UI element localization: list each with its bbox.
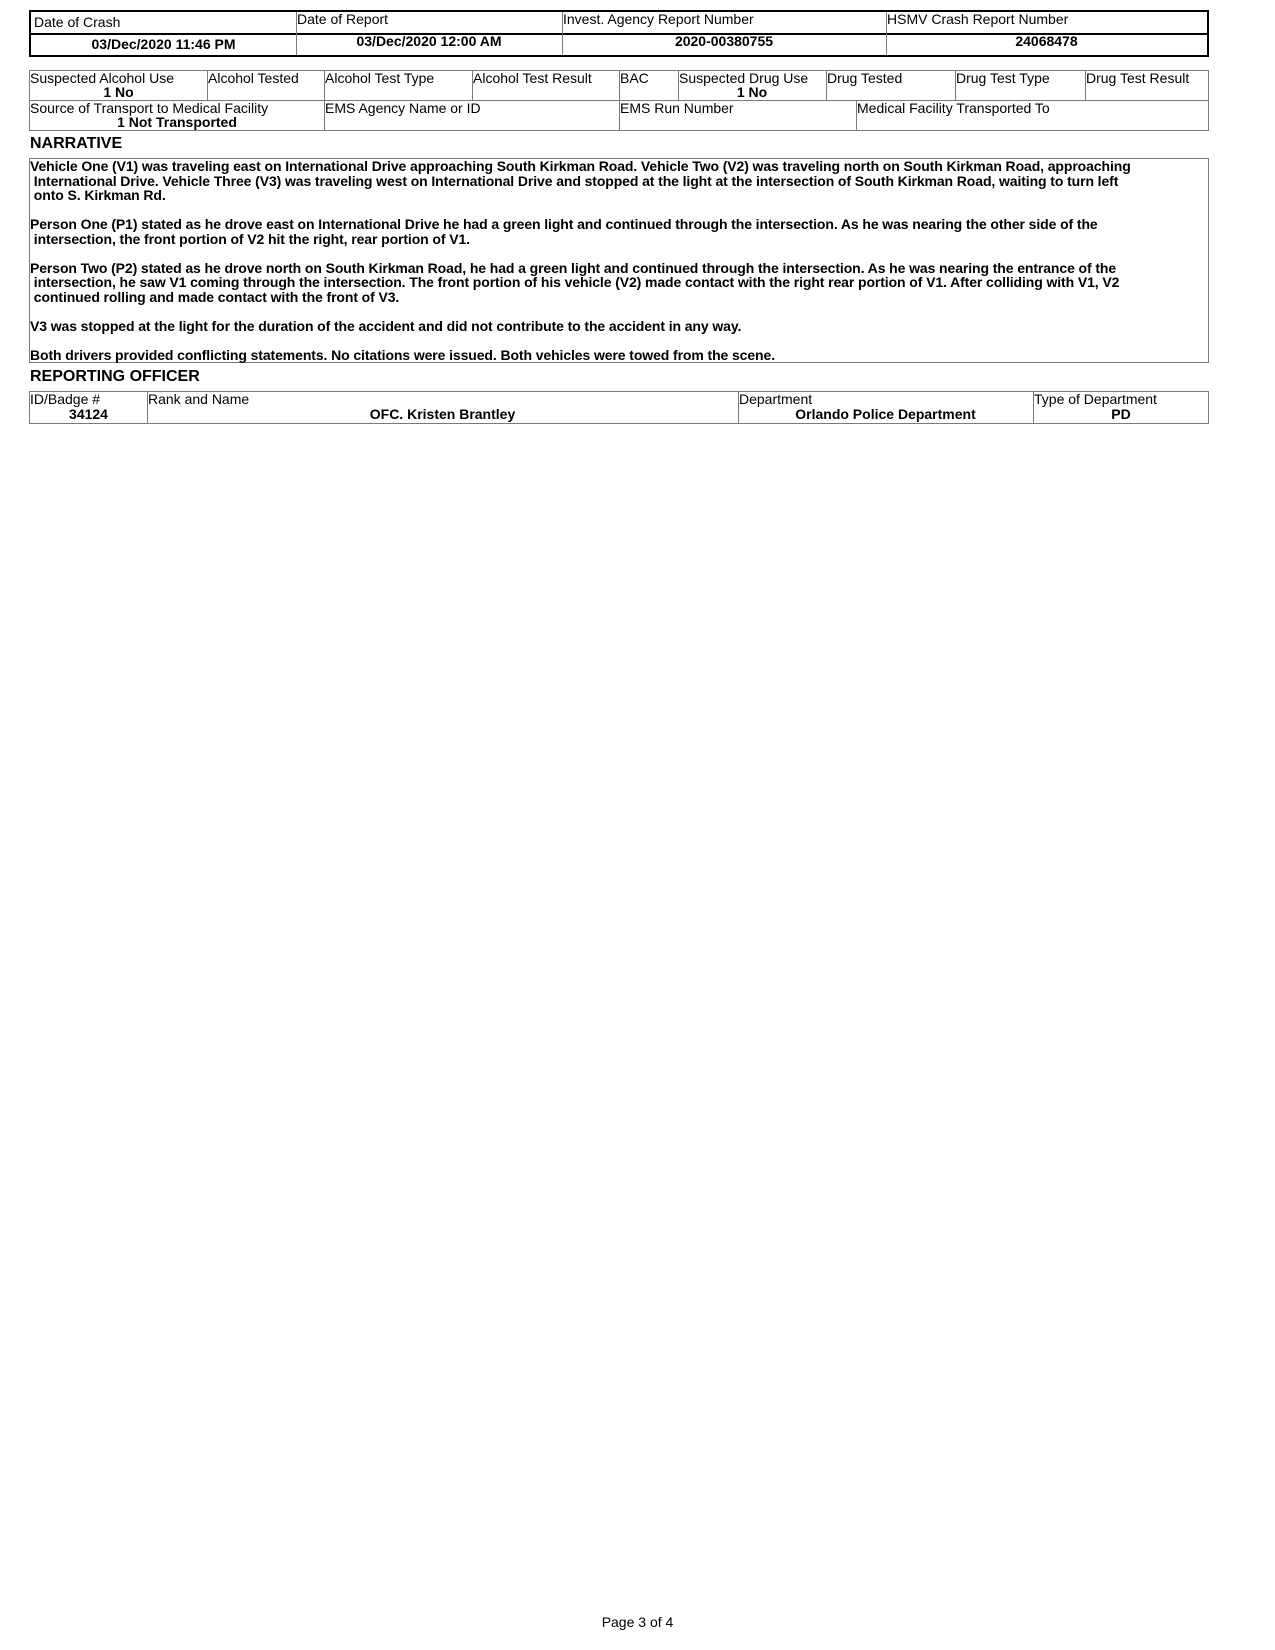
date-of-report-label: Date of Report [297, 11, 389, 27]
date-of-crash-label: Date of Crash [34, 14, 121, 30]
ems-run-label: EMS Run Number [620, 100, 734, 116]
alcohol-tested-label: Alcohol Tested [208, 70, 299, 86]
transport-source-value: 1 Not Transported [117, 114, 237, 130]
drug-test-result-label: Drug Test Result [1086, 70, 1190, 86]
officer-table [29, 391, 1209, 424]
rank-name-label: Rank and Name [148, 391, 250, 407]
transport-source-label: Source of Transport to Medical Facility [30, 100, 269, 116]
page-number: Page 3 of 4 [601, 1614, 674, 1630]
narrative-title: NARRATIVE [30, 135, 123, 152]
department-type-label: Type of Department [1034, 391, 1157, 407]
drug-test-type-label: Drug Test Type [956, 70, 1050, 86]
suspected-alcohol-label: Suspected Alcohol Use [30, 70, 174, 86]
suspected-drug-value: 1 No [736, 84, 768, 100]
department-label: Department [739, 391, 813, 407]
badge-value: 34124 [69, 406, 108, 422]
narrative-box [29, 158, 1209, 363]
alcohol-test-result-label: Alcohol Test Result [473, 70, 592, 86]
narrative-text: Vehicle One (V1) was traveling east on International Drive approaching South Kirkman Road. Vehicle Two (V2) was traveling north on South Kirkman Road, approaching International Drive. Vehicle Three (V3) was traveling west on International Drive and stopped at the light at the intersection of South Kirkman Road, waiting to turn left onto S. Kirkman Rd. Person One (P1) stated as he drove east on International Drive he had a green light and continued through the intersection. As he was nearing the other side of the intersection, the front portion of V2 hit the right, rear portion of V1. Person Two (P2) stated as he drove north on South Kirkman Road, he had a green light and continued through the intersection. As he was nearing the entrance of the intersection, he saw V1 coming through the intersection. The front portion of his vehicle (V2) made contact with the right rear portion of V1. After colliding with V1, V2 continued rolling and made contact with the front of V3. V3 was stopped at the light for the duration of the accident and did not contribute to the accident in any way. Both drivers provided conflicting statements. No citations were issued. Both vehicles were towed from the scene. [30, 158, 1131, 363]
rank-name-value: OFC. Kristen Brantley [369, 406, 516, 422]
department-value: Orlando Police Department [795, 406, 976, 422]
medical-facility-label: Medical Facility Transported To [857, 100, 1050, 116]
date-of-crash-value: 03/Dec/2020 11:46 PM [91, 36, 236, 52]
hsmv-value: 24068478 [1015, 33, 1078, 49]
hsmv-label: HSMV Crash Report Number [887, 11, 1069, 27]
crash-header-table [29, 10, 1209, 57]
bac-label: BAC [620, 70, 649, 86]
ems-agency-label: EMS Agency Name or ID [325, 100, 481, 116]
agency-report-value: 2020-00380755 [674, 33, 774, 49]
suspected-drug-label: Suspected Drug Use [679, 70, 809, 86]
toxicology-table [29, 70, 1209, 131]
department-type-value: PD [1111, 406, 1131, 422]
badge-label: ID/Badge # [30, 391, 101, 407]
reporting-officer-title: REPORTING OFFICER [30, 368, 200, 385]
agency-report-label: Invest. Agency Report Number [563, 11, 754, 27]
alcohol-test-type-label: Alcohol Test Type [325, 70, 435, 86]
drug-tested-label: Drug Tested [827, 70, 903, 86]
suspected-alcohol-value: 1 No [103, 84, 134, 100]
date-of-report-value: 03/Dec/2020 12:00 AM [356, 33, 502, 49]
